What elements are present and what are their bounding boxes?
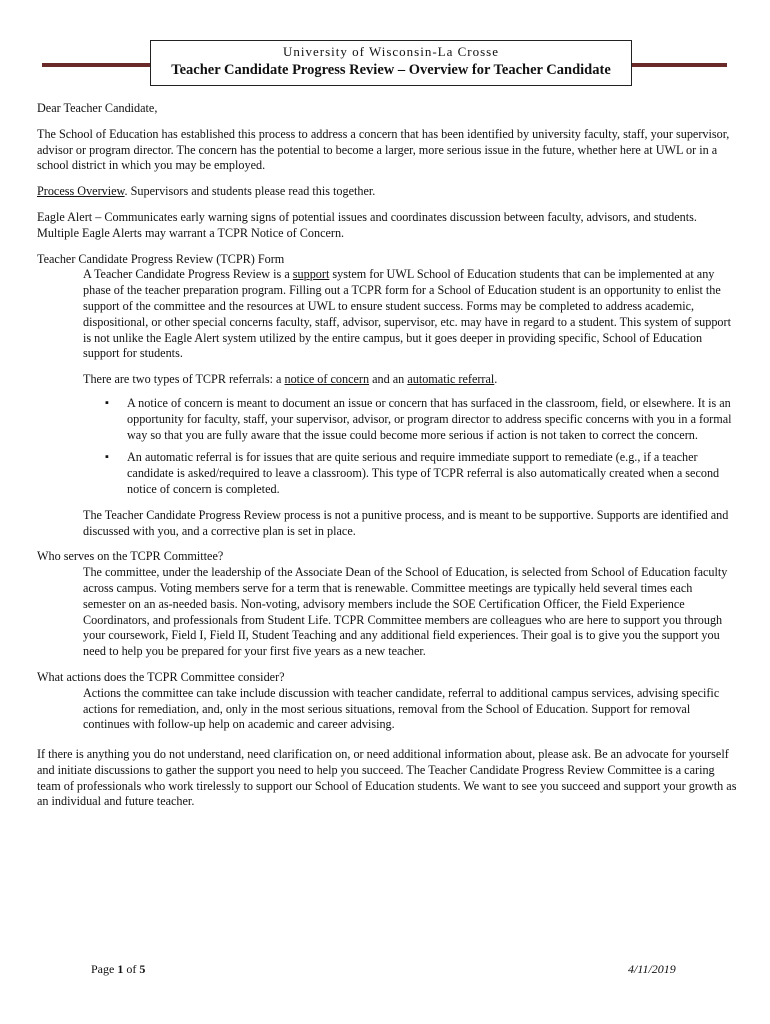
actions-heading: What actions does the TCPR Committee consider? [37, 669, 285, 684]
document-body [37, 101, 737, 810]
referral-bullet-list [37, 396, 737, 498]
referral-types [37, 372, 737, 388]
types-text-and: and an [369, 372, 408, 387]
page-label: Page [91, 962, 118, 976]
bullet-notice-of-concern: ▪ A notice of concern is meant to document an issue or concern that has surfaced in the classroom, field, or elsewhere. It is an opportunity for faculty, staff, your supervisor, advisor, or program director to address specific concerns with you in a formal way so that you are fully aware that the issue could become more serious if action is not taken to correct the concern. [127, 396, 737, 443]
intro-paragraph: The School of Education has established this process to address a concern that has been identified by university faculty, staff, your supervisor, advisor or program director. The concern has the potential to become a larger, more serious issue in the future, whether here at UWL or in a school district in which you may be employed. [37, 126, 730, 173]
bullet-automatic-referral: ▪ An automatic referral is for issues that are quite serious and require immediate support to remediate (e.g., if a teacher candidate is asked/required to leave a classroom). This type of TCPR referral is also automatically created when a second notice of concern is completed. [127, 450, 737, 497]
header-box [150, 40, 632, 86]
process-heading: Process Overview [37, 184, 125, 199]
page-of: of [123, 962, 140, 976]
notice-of-concern-term: notice of concern [284, 372, 370, 387]
page-total: 5 [139, 962, 146, 976]
header-rule-left [42, 63, 152, 67]
page-number [91, 962, 145, 977]
tcpr-closing: The Teacher Candidate Progress Review process is not a punitive process, and is meant to be supportive. Supports are identified and discussed with you, and a corrective plan is set in place. [83, 507, 729, 538]
tcpr-heading: Teacher Candidate Progress Review (TCPR) Form [37, 251, 285, 266]
actions-paragraph: Actions the committee can take include discussion with teacher candidate, referral to additional campus services, advising specific actions for remediation, and, only in the most serious situations, removal from the School of Education. Support for removal continues with follow-up help on academic and career advising. [83, 685, 720, 732]
eagle-alert-paragraph: Eagle Alert – Communicates early warning signs of potential issues and coordinates discussion between faculty, advisors, and students. Multiple Eagle Alerts may warrant a TCPR Notice of Concern. [37, 209, 697, 240]
document-title: Teacher Candidate Progress Review – Overview for Teacher Candidate [171, 62, 611, 78]
who-paragraph: The committee, under the leadership of the Associate Dean of the School of Education, is selected from School of Education faculty across campus. Voting members serve for a term that is renewable. Committee meetings are typically held several times each semester on an as-needed basis. Non-voting, advisory members include the SOE Certification Officer, the Field Experience Coordinators, and professionals from Student Life. TCPR Committee members are colleagues who are here to support you through your coursework, Field I, Field II, Student Teaching and any additional field experiences. Their goal is to give you the support you need to help you be prepared for your first five years as a new teacher. [83, 565, 728, 659]
page-current: 1 [117, 962, 124, 976]
who-heading: Who serves on the TCPR Committee? [37, 549, 224, 564]
final-paragraph: If there is anything you do not understand, need clarification on, or need additional information about, please ask. Be an advocate for yourself and initiate discussions to gather the support you need to help you succeed. The Teacher Candidate Progress Review Committee is a caring team of professionals who work tirelessly to support our School of Education students. We want to see you succeed and support your growth as an individual and future teacher. [37, 747, 737, 809]
university-name: University of Wisconsin-La Crosse [282, 44, 499, 59]
tcpr-text-b: system for UWL School of Education students that can be implemented at any phase of the teacher preparation program. Filling out a TCPR form for a School of Education student is an opportunity to enlist the support of the committee and the resources at UWL to ensure student success. Forms may be completed to address academic, dispositional, or other special concerns faculty, staff, advisor, supervisor, etc. may have in regard to a student. This system of support is not unlike the Eagle Alert system utilized by the entire campus, but it goes deeper in providing specific, School of Education support for students. [83, 267, 731, 361]
greeting: Dear Teacher Candidate, [37, 101, 158, 115]
automatic-referral-term: automatic referral [407, 372, 495, 387]
footer-date: 4/11/2019 [628, 962, 676, 976]
process-overview [37, 184, 737, 200]
types-text-end: . [494, 372, 498, 387]
tcpr-support-word: support [292, 267, 330, 282]
tcpr-text-a: A Teacher Candidate Progress Review is a [83, 267, 293, 282]
tcpr-paragraph [37, 267, 737, 362]
types-text-a: There are two types of TCPR referrals: a [83, 372, 285, 387]
process-text: . Supervisors and students please read this together. [124, 184, 376, 199]
header-rule-right [632, 63, 727, 67]
